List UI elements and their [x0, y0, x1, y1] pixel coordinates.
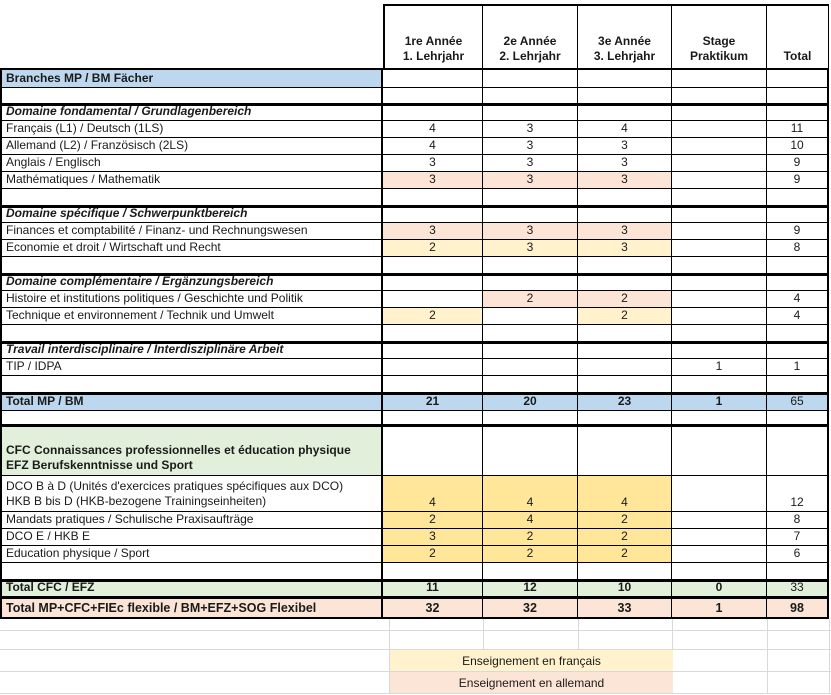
row-label-text: Mathématiques / Mathematik — [6, 172, 161, 186]
value-cell[interactable] — [578, 376, 672, 393]
value-cell[interactable] — [383, 257, 483, 274]
table-row-tip-idpa — [0, 359, 829, 376]
value-cell[interactable]: 10 — [767, 138, 829, 155]
value-cell[interactable] — [383, 189, 483, 206]
table-row-spacer-2 — [0, 189, 829, 206]
table-row-spacer-5 — [0, 376, 829, 393]
row-label[interactable] — [0, 597, 383, 619]
value-cell[interactable]: 4 — [383, 121, 483, 138]
value-cell[interactable] — [672, 223, 767, 240]
value-cell[interactable]: 3 — [578, 172, 672, 189]
row-label-text: DCO E / HKB E — [6, 529, 91, 543]
table-row-spacer-1 — [0, 88, 829, 104]
row-label[interactable] — [0, 189, 383, 206]
row-label-text: Anglais / Englisch — [6, 155, 101, 169]
table-row-domain-travail — [0, 342, 829, 359]
row-label[interactable] — [0, 476, 383, 512]
column-header-cell[interactable] — [483, 4, 578, 68]
value-cell[interactable] — [578, 342, 672, 359]
value-cell[interactable]: 8 — [767, 240, 829, 257]
table-row-total-flexible — [0, 597, 829, 619]
table-row-domain-fondamental — [0, 104, 829, 121]
value-cell[interactable] — [578, 359, 672, 376]
table-row-finances — [0, 223, 829, 240]
value-cell[interactable] — [672, 291, 767, 308]
value-cell[interactable] — [672, 325, 767, 342]
row-label-text: Domaine fondamental / Grundlagenbereich — [6, 104, 252, 118]
value-cell[interactable] — [383, 342, 483, 359]
table-row-anglais — [0, 155, 829, 172]
value-cell[interactable] — [767, 206, 829, 223]
row-label[interactable] — [0, 546, 383, 563]
value-cell[interactable] — [767, 425, 829, 476]
table-row-total-mp-bm — [0, 393, 829, 411]
value-cell[interactable] — [672, 563, 767, 580]
table-row-francais — [0, 121, 829, 138]
row-label[interactable] — [0, 425, 383, 476]
value-cell[interactable]: 2 — [578, 308, 672, 325]
row-label-line: DCO B à D (Unités d'exercices pratiques spécifiques aux DCO) — [6, 479, 344, 493]
value-cell[interactable] — [767, 68, 829, 88]
value-cell[interactable]: 4 — [383, 138, 483, 155]
row-label[interactable] — [0, 411, 383, 425]
row-label-text: Branches MP / BM Fächer — [6, 71, 154, 85]
value-cell[interactable]: 2 — [483, 546, 578, 563]
row-label-text: Total CFC / EFZ — [6, 580, 95, 594]
value-cell[interactable] — [672, 240, 767, 257]
row-label-text: Total MP / BM — [6, 394, 84, 408]
value-cell[interactable] — [672, 206, 767, 223]
row-label[interactable] — [0, 223, 383, 240]
faint-horizontal-gridline — [0, 630, 831, 631]
row-label-text: Finances et comptabilité / Finanz- und Rechnungswesen — [6, 223, 308, 237]
value-cell[interactable]: 2 — [383, 512, 483, 529]
legend-german-teaching[interactable]: Enseignement en allemand — [390, 672, 673, 693]
value-cell[interactable]: 3 — [483, 223, 578, 240]
value-cell[interactable]: 1 — [767, 359, 829, 376]
row-label-text: Français (L1) / Deutsch (1LS) — [6, 121, 164, 135]
value-cell[interactable] — [578, 206, 672, 223]
value-cell[interactable]: 7 — [767, 529, 829, 546]
column-header-line: 1. Lehrjahr — [402, 49, 465, 63]
row-label[interactable] — [0, 529, 383, 546]
value-cell[interactable] — [767, 274, 829, 291]
row-label[interactable] — [0, 291, 383, 308]
value-cell[interactable]: 3 — [483, 155, 578, 172]
value-cell[interactable] — [672, 529, 767, 546]
row-label[interactable] — [0, 359, 383, 376]
value-cell[interactable] — [672, 342, 767, 359]
value-cell[interactable]: 20 — [483, 393, 578, 411]
value-cell[interactable] — [672, 138, 767, 155]
value-cell[interactable] — [672, 257, 767, 274]
value-cell[interactable]: 9 — [767, 155, 829, 172]
value-cell[interactable] — [767, 189, 829, 206]
value-cell[interactable] — [383, 274, 483, 291]
value-cell[interactable] — [483, 425, 578, 476]
value-cell[interactable] — [483, 68, 578, 88]
row-label-text: Technique et environnement / Technik und Umwelt — [6, 308, 274, 322]
row-label-text: Allemand (L2) / Französisch (2LS) — [6, 138, 189, 152]
value-cell[interactable]: 3 — [483, 121, 578, 138]
table-row-spacer-4 — [0, 325, 829, 342]
table-row-domain-specifique — [0, 206, 829, 223]
value-cell[interactable] — [672, 172, 767, 189]
column-header-cell[interactable] — [672, 4, 767, 68]
value-cell[interactable] — [383, 411, 483, 425]
row-label[interactable] — [0, 172, 383, 189]
value-cell[interactable] — [672, 155, 767, 172]
row-label-text: Domaine spécifique / Schwerpunktbereich — [6, 206, 248, 220]
value-cell[interactable]: 4 — [578, 121, 672, 138]
value-cell[interactable]: 2 — [483, 529, 578, 546]
value-cell[interactable] — [383, 206, 483, 223]
value-cell[interactable] — [383, 376, 483, 393]
value-cell[interactable]: 2 — [383, 546, 483, 563]
value-cell[interactable] — [383, 291, 483, 308]
row-label[interactable] — [0, 512, 383, 529]
value-cell[interactable]: 0 — [672, 580, 767, 597]
value-cell[interactable] — [767, 257, 829, 274]
row-label[interactable] — [0, 342, 383, 359]
faint-vertical-gridline — [829, 619, 830, 694]
value-cell[interactable] — [672, 411, 767, 425]
table-row-mathematiques — [0, 172, 829, 189]
table-row-domain-complementaire — [0, 274, 829, 291]
table-row-economie — [0, 240, 829, 257]
table-row-technique — [0, 308, 829, 325]
column-header-cell[interactable] — [578, 4, 672, 68]
value-cell[interactable]: 11 — [767, 121, 829, 138]
value-cell[interactable] — [483, 206, 578, 223]
value-cell[interactable]: 3 — [483, 138, 578, 155]
row-label[interactable] — [0, 206, 383, 223]
column-header-line: 3e Année — [598, 34, 651, 48]
value-cell[interactable] — [483, 88, 578, 104]
value-cell[interactable] — [483, 104, 578, 121]
table-row-cfc-header — [0, 425, 829, 476]
column-header-line: Praktikum — [689, 49, 749, 63]
value-cell[interactable]: 3 — [483, 240, 578, 257]
table-row-branches-header — [0, 68, 829, 88]
table-header-row — [0, 4, 829, 68]
value-cell[interactable]: 3 — [383, 223, 483, 240]
row-label-line: CFC Connaissances professionnelles et éducation physique — [6, 443, 351, 457]
value-cell[interactable] — [383, 359, 483, 376]
value-cell[interactable] — [578, 68, 672, 88]
header-spacer-cell — [0, 4, 383, 68]
row-label[interactable] — [0, 376, 383, 393]
value-cell[interactable] — [767, 411, 829, 425]
value-cell[interactable]: 3 — [578, 240, 672, 257]
value-cell[interactable]: 3 — [578, 223, 672, 240]
value-cell[interactable] — [578, 104, 672, 121]
value-cell[interactable]: 33 — [578, 597, 672, 619]
value-cell[interactable] — [483, 274, 578, 291]
value-cell[interactable]: 2 — [383, 240, 483, 257]
value-cell[interactable]: 4 — [483, 476, 578, 512]
row-label[interactable] — [0, 393, 383, 411]
column-header-cell[interactable] — [767, 4, 829, 68]
value-cell[interactable] — [483, 376, 578, 393]
value-cell[interactable]: 3 — [483, 172, 578, 189]
value-cell[interactable]: 3 — [383, 172, 483, 189]
value-cell[interactable] — [672, 476, 767, 512]
row-label-text: Education physique / Sport — [6, 546, 150, 560]
row-label-text: Domaine complémentaire / Ergänzungsbereich — [6, 274, 274, 288]
value-cell[interactable]: 2 — [578, 546, 672, 563]
value-cell[interactable]: 98 — [767, 597, 829, 619]
value-cell[interactable]: 21 — [383, 393, 483, 411]
row-label[interactable] — [0, 104, 383, 121]
value-cell[interactable]: 4 — [383, 476, 483, 512]
value-cell[interactable]: 4 — [578, 476, 672, 512]
row-label[interactable] — [0, 563, 383, 580]
value-cell[interactable]: 8 — [767, 512, 829, 529]
column-header-line: 2e Année — [503, 34, 557, 48]
value-cell[interactable] — [383, 68, 483, 88]
row-label[interactable] — [0, 88, 383, 104]
table-row-spacer-6 — [0, 411, 829, 425]
table-row-spacer-3 — [0, 257, 829, 274]
value-cell[interactable]: 32 — [483, 597, 578, 619]
value-cell[interactable]: 12 — [767, 476, 829, 512]
value-cell[interactable]: 2 — [578, 512, 672, 529]
value-cell[interactable]: 11 — [383, 580, 483, 597]
table-row-spacer-7 — [0, 563, 829, 580]
row-label-text: Mandats pratiques / Schulische Praxisaufträge — [6, 512, 254, 526]
value-cell[interactable] — [672, 121, 767, 138]
row-label[interactable] — [0, 68, 383, 88]
table-row-dco-e — [0, 529, 829, 546]
value-cell[interactable]: 3 — [578, 155, 672, 172]
value-cell[interactable]: 33 — [767, 580, 829, 597]
row-label[interactable] — [0, 325, 383, 342]
value-cell[interactable]: 23 — [578, 393, 672, 411]
table-row-mandats — [0, 512, 829, 529]
column-header-line: 1re Année — [404, 34, 463, 48]
value-cell[interactable] — [672, 376, 767, 393]
value-cell[interactable] — [578, 563, 672, 580]
value-cell[interactable] — [383, 104, 483, 121]
value-cell[interactable] — [578, 257, 672, 274]
value-cell[interactable] — [578, 325, 672, 342]
table-row-allemand — [0, 138, 829, 155]
column-header-line: Stage — [702, 34, 736, 48]
row-label-line: EFZ Berufskenntnisse und Sport — [6, 458, 193, 472]
value-cell[interactable]: 1 — [672, 393, 767, 411]
value-cell[interactable]: 4 — [767, 308, 829, 325]
value-cell[interactable] — [483, 342, 578, 359]
value-cell[interactable]: 6 — [767, 546, 829, 563]
row-label-line: HKB B bis D (HKB-bezogene Trainingseinheiten) — [6, 494, 267, 508]
row-label-text: Total MP+CFC+FIEc flexible / BM+EFZ+SOG Flexibel — [6, 601, 317, 615]
row-label[interactable] — [0, 138, 383, 155]
table-row-dco-b-d — [0, 476, 829, 512]
value-cell[interactable] — [578, 425, 672, 476]
faint-vertical-gridline — [767, 619, 768, 694]
value-cell[interactable] — [483, 563, 578, 580]
row-label[interactable] — [0, 155, 383, 172]
row-label-text: Economie et droit / Wirtschaft und Recht — [6, 240, 221, 254]
value-cell[interactable] — [483, 359, 578, 376]
column-header-line: Total — [783, 49, 812, 63]
value-cell[interactable]: 3 — [383, 155, 483, 172]
value-cell[interactable] — [672, 512, 767, 529]
value-cell[interactable]: 4 — [767, 291, 829, 308]
value-cell[interactable] — [767, 342, 829, 359]
value-cell[interactable] — [578, 274, 672, 291]
curriculum-table — [0, 4, 829, 619]
value-cell[interactable] — [767, 563, 829, 580]
value-cell[interactable] — [672, 88, 767, 104]
table-row-total-cfc-efz — [0, 580, 829, 597]
value-cell[interactable] — [672, 104, 767, 121]
value-cell[interactable]: 3 — [383, 529, 483, 546]
row-label[interactable] — [0, 308, 383, 325]
value-cell[interactable] — [483, 308, 578, 325]
value-cell[interactable] — [767, 376, 829, 393]
row-label-text: Histoire et institutions politiques / Geschichte und Politik — [6, 291, 303, 305]
value-cell[interactable] — [672, 189, 767, 206]
row-label[interactable] — [0, 580, 383, 597]
legend-french-teaching[interactable]: Enseignement en français — [390, 650, 673, 671]
value-cell[interactable]: 32 — [383, 597, 483, 619]
value-cell[interactable] — [767, 104, 829, 121]
value-cell[interactable] — [578, 88, 672, 104]
value-cell[interactable] — [483, 411, 578, 425]
value-cell[interactable]: 12 — [483, 580, 578, 597]
value-cell[interactable] — [672, 68, 767, 88]
row-label-text: Travail interdisciplinaire / Interdisziplinäre Arbeit — [6, 342, 284, 356]
row-label-text: TIP / IDPA — [6, 359, 62, 373]
value-cell[interactable]: 65 — [767, 393, 829, 411]
value-cell[interactable]: 2 — [483, 291, 578, 308]
value-cell[interactable] — [672, 546, 767, 563]
table-row-histoire — [0, 291, 829, 308]
row-label[interactable] — [0, 274, 383, 291]
value-cell[interactable] — [383, 88, 483, 104]
value-cell[interactable] — [672, 274, 767, 291]
value-cell[interactable]: 4 — [483, 512, 578, 529]
value-cell[interactable]: 2 — [578, 529, 672, 546]
column-header-line: 2. Lehrjahr — [499, 49, 561, 63]
column-header-cell[interactable] — [383, 4, 483, 68]
value-cell[interactable] — [672, 308, 767, 325]
value-cell[interactable] — [767, 325, 829, 342]
value-cell[interactable] — [483, 257, 578, 274]
value-cell[interactable] — [767, 88, 829, 104]
row-label[interactable] — [0, 257, 383, 274]
value-cell[interactable]: 3 — [578, 138, 672, 155]
value-cell[interactable] — [483, 189, 578, 206]
table-row-education-physique — [0, 546, 829, 563]
value-cell[interactable]: 9 — [767, 172, 829, 189]
value-cell[interactable]: 2 — [578, 291, 672, 308]
value-cell[interactable] — [383, 563, 483, 580]
value-cell[interactable] — [672, 425, 767, 476]
faint-horizontal-gridline — [0, 693, 831, 694]
value-cell[interactable]: 10 — [578, 580, 672, 597]
value-cell[interactable]: 9 — [767, 223, 829, 240]
value-cell[interactable]: 1 — [672, 597, 767, 619]
value-cell[interactable]: 1 — [672, 359, 767, 376]
row-label[interactable] — [0, 240, 383, 257]
value-cell[interactable] — [383, 425, 483, 476]
value-cell[interactable]: 2 — [383, 308, 483, 325]
value-cell[interactable] — [383, 325, 483, 342]
value-cell[interactable] — [483, 325, 578, 342]
value-cell[interactable] — [578, 411, 672, 425]
value-cell[interactable] — [578, 189, 672, 206]
row-label[interactable] — [0, 121, 383, 138]
column-header-line: 3. Lehrjahr — [593, 49, 656, 63]
